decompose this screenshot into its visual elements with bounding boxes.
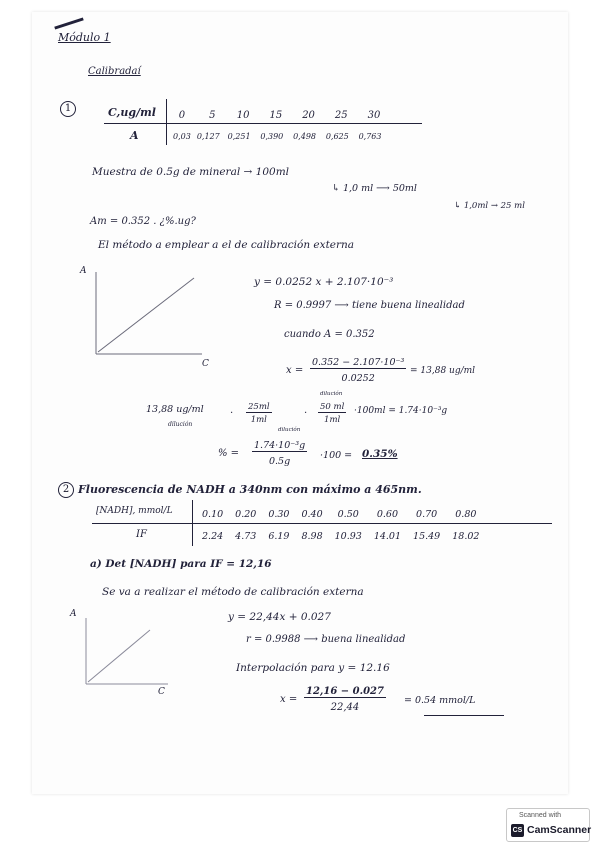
p1-x-prefix: x = [286,365,304,376]
p1-c-value: 20 [302,109,315,121]
p2-interpolation: Interpolación para y = 12.16 [236,662,390,674]
p1-factor-2-den: 1ml [324,415,341,425]
p2-x-prefix: x = [280,694,298,705]
badge-caption: Scanned with [519,812,562,819]
problem-1-number: 1 [60,101,76,117]
p1-method: El método a emplear a el de calibración externa [98,239,355,251]
p1-x-denominator: 0.0252 [341,373,375,384]
p1-calc-dot: . [230,405,234,416]
p2-if-value: 2.24 [202,530,224,542]
p1-dilution-1: ↳ 1,0 ml ⟶ 50ml [332,183,417,194]
p1-absorbance: Am = 0.352 . ¿%.ug? [90,216,196,227]
p1-pct-result: 0.35% [362,448,398,460]
p1-a-value: 0,390 [260,131,284,141]
p1-values-table [170,105,386,147]
p2-conc-value: 0.60 [376,508,398,520]
p1-calc-start: 13,88 ug/ml [146,404,204,415]
p2-conc-value: 0.20 [235,508,257,520]
p1-correlation: R = 0.9997 ⟶ tiene buena linealidad [274,300,465,311]
p2-if-value: 10.93 [334,530,362,542]
p1-pct-mult: ·100 = [320,450,353,461]
p1-factor-1-num: 25ml [248,402,270,412]
p2-x-numerator: 12,16 − 0.027 [306,686,384,697]
p1-a-value: 0,498 [293,131,316,141]
p1-pct-prefix: % = [218,448,240,459]
title-mark [54,17,83,29]
p1-a-value: 0,763 [358,131,382,141]
p1-c-value: 30 [367,109,381,121]
p1-calc-factor-1 [246,402,272,425]
problem-2-number: 2 [58,482,74,498]
p2-graph-y-label: A [70,609,77,619]
p1-factor-2-note: dilución [320,391,343,397]
p2-result-underline [424,715,504,716]
p1-row-label: A [130,129,139,142]
p1-muestra: Muestra de 0.5g de mineral → 100ml [92,166,290,178]
p1-pct-numerator: 1.74·10⁻³g [254,440,306,451]
p2-graph-x-label: C [158,687,165,697]
p2-correlation: r = 0.9988 ⟶ buena linealidad [246,634,406,645]
p2-x-denominator: 22,44 [330,702,360,713]
p1-a-value: 0,251 [227,131,251,141]
p2-conc-value: 0.10 [202,508,224,520]
p1-c-value: 10 [236,109,250,121]
p2-if-value: 18.02 [452,530,480,542]
p1-graph-x-label: C [202,359,209,369]
p1-calc-factor-2 [318,402,346,425]
p2-conc-value: 0.80 [455,508,477,520]
module-title: Módulo 1 [58,31,111,44]
p1-header-label: C,ug/ml [108,106,156,119]
p1-graph-y-label: A [80,266,87,276]
p1-pct-denominator: 0.5g [268,456,291,467]
p1-calibration-sketch [94,270,204,356]
p2-row-label: IF [136,529,147,540]
p1-x-result: = 13,88 ug/ml [410,366,476,376]
p2-conc-value: 0.70 [416,508,438,520]
camscanner-logo-icon: CS [511,824,524,837]
p2-if-value: 8.98 [301,530,323,542]
p1-factor-2-num: 50 ml [320,402,345,412]
p1-pct-fraction [252,440,307,467]
p2-conc-value: 0.30 [268,508,290,520]
p2-if-value: 14.01 [373,530,402,542]
p2-values-table [196,504,485,548]
p1-a-value: 0,03 [173,131,191,141]
p1-a-value: 0,625 [325,131,349,141]
badge-brand: CamScanner [527,824,592,836]
p2-method: Se va a realizar el método de calibración externa [102,586,364,598]
p1-x-numerator: 0.352 − 2.107·10⁻³ [312,357,405,368]
p2-regression-eq: y = 22,44x + 0.027 [228,611,331,623]
p2-if-value: 15.49 [413,530,441,542]
p1-calc-start-note: dilución [168,421,193,428]
p1-c-value: 25 [334,109,348,121]
p2-calibration-sketch [84,616,170,686]
p1-regression-eq: y = 0.0252 x + 2.107·10⁻³ [254,276,394,288]
p1-dilution-2: ↳ 1,0ml → 25 ml [454,201,525,211]
p1-a-value: 0,127 [196,131,220,141]
p1-factor-1-note: dilución [278,427,301,433]
p1-calc-tail: ·100ml = 1.74·10⁻³g [354,406,448,416]
p1-c-value: 5 [209,109,216,121]
p2-conc-value: 0.40 [301,508,323,520]
p2-header-label: [NADH], mmol/L [96,506,173,516]
scanned-notebook-page [32,12,568,794]
p2-part-a: a) Det [NADH] para IF = 12,16 [90,558,272,570]
p1-c-value: 15 [269,109,283,121]
p2-x-result: = 0.54 mmol/L [404,695,476,706]
camscanner-watermark [506,808,590,842]
p1-x-fraction [310,357,406,384]
p1-when: cuando A = 0.352 [284,329,375,340]
section-title: Calibradaí [88,66,141,77]
p1-factor-1-den: 1ml [250,415,267,425]
p1-c-value: 0 [178,109,186,121]
p2-x-fraction [304,686,386,713]
p2-title: Fluorescencia de NADH a 340nm con máximo a 465nm. [78,483,422,496]
p1-calc-dot-2: . [304,405,308,416]
p2-if-value: 4.73 [235,530,257,542]
p1-table-divider [166,99,167,145]
p2-conc-value: 0.50 [337,508,359,520]
p2-if-value: 6.19 [268,530,290,542]
